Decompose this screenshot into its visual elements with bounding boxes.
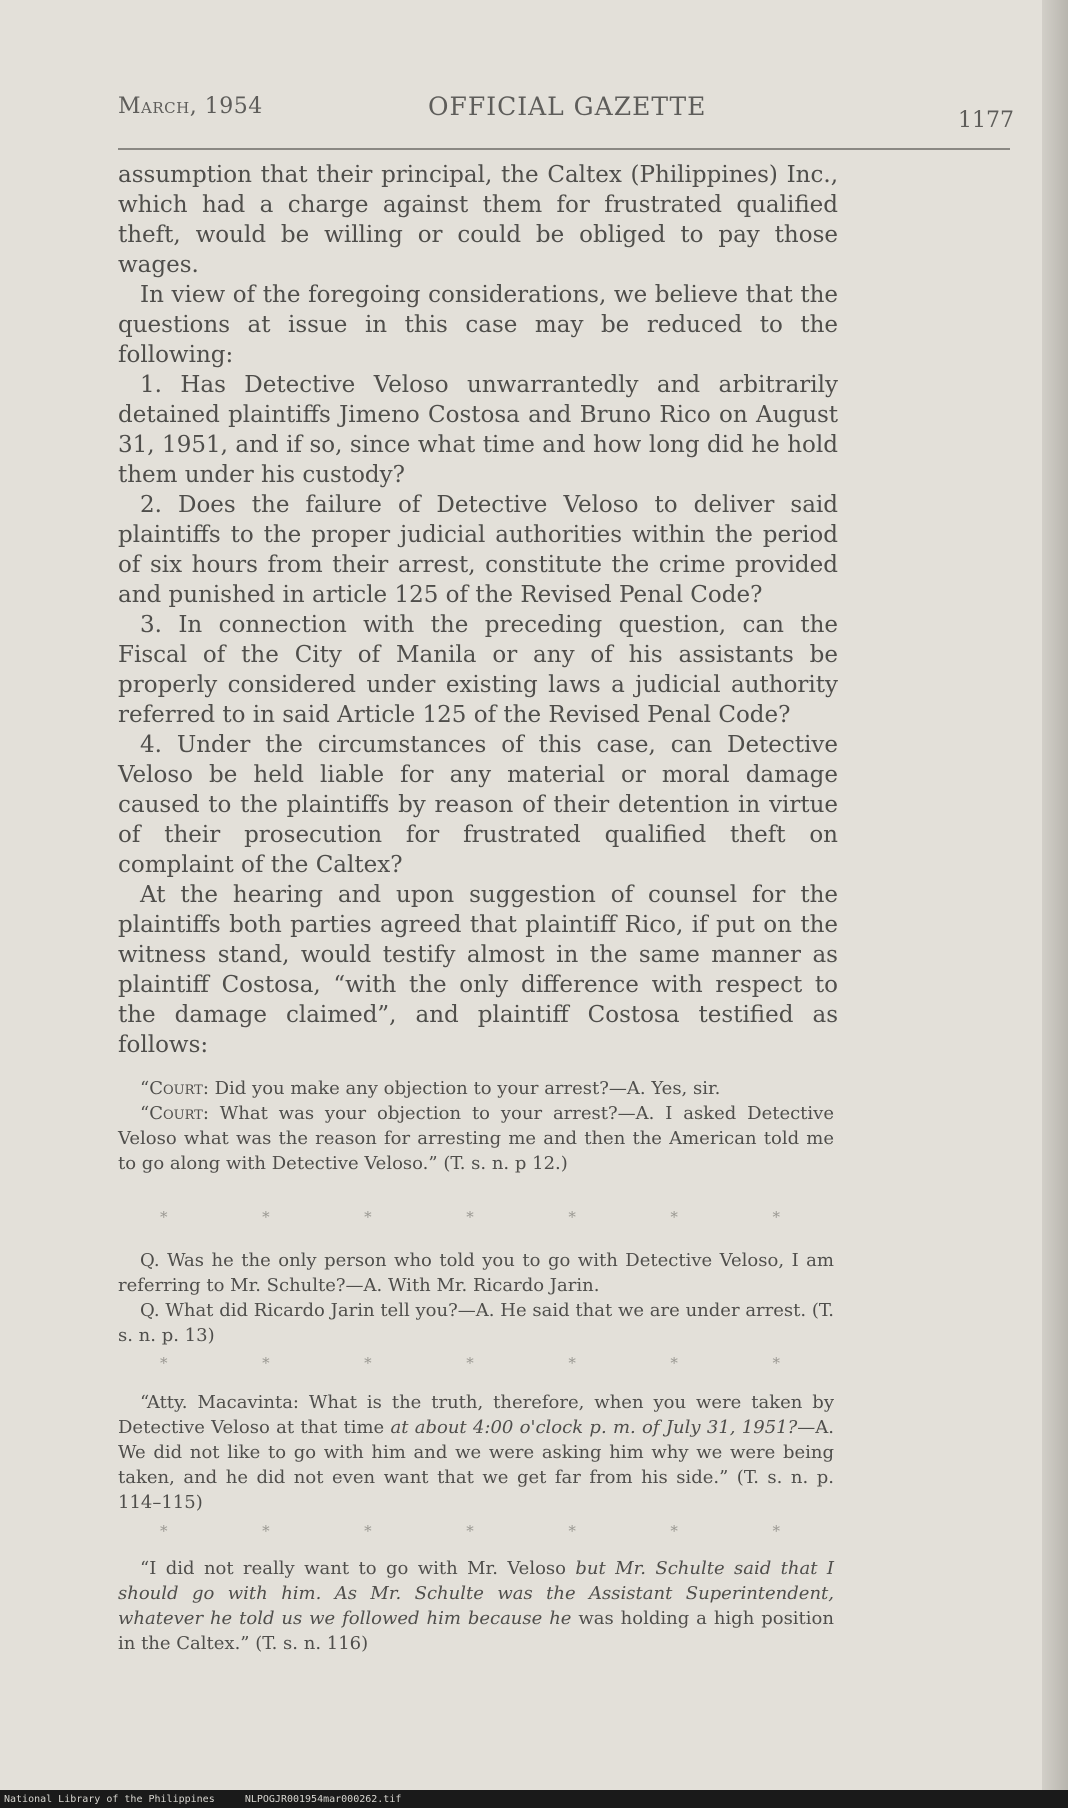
question-1: 1. Has Detective Veloso unwarrantedly and arbitrarily detained plaintiffs Jimeno Costosa and Bruno Rico on August 31, 1951, and if so, since what time and how long did he hold them under his custody? — [118, 372, 838, 488]
testimony-jarin: Q. What did Ricardo Jarin tell you?—A. He said that we are under arrest. (T. s. n. p. 13) — [118, 1300, 834, 1346]
testimony-schulte: Q. Was he the only person who told you to go with Detective Veloso, I am referring to Mr. Schulte?—A. With Mr. Ricardo Jarin. — [118, 1250, 834, 1296]
court-label: Court — [149, 1103, 203, 1124]
header-date: March, 1954 — [118, 94, 263, 119]
paragraph-continuation: assumption that their principal, the Caltex (Philippines) Inc., which had a charge against them for frustrated qualified theft, would be willing or could be obliged to pay those wages. — [118, 162, 838, 278]
page-number: 1177 — [958, 108, 1014, 133]
question-4: 4. Under the circumstances of this case, can Detective Veloso be held liable for any material or moral damage caused to the plaintiffs by reason of their detention in virtue of their prosecution for frustrated qualified theft on complaint of the Caltex? — [118, 732, 838, 878]
paragraph-hearing: At the hearing and upon suggestion of counsel for the plaintiffs both parties agreed that plaintiff Rico, if put on the witness stand, would testify almost in the same manner as plaintiff Costosa, “with the only difference with respect to the damage claimed”, and plaintiff Costosa testified as follows: — [118, 882, 838, 1058]
paragraph-considerations: In view of the foregoing considerations, we believe that the questions at issue in this case may be reduced to the following: — [118, 282, 838, 368]
scan-footer: National Library of the Philippines NLPOGJR001954mar000262.tif — [4, 1794, 402, 1805]
testimony-court-2: “Court: What was your objection to your arrest?—A. I asked Detective Veloso what was the reason for arresting me and then the American told me to go along with Detective Veloso.” (T. s. n. p 12.) — [118, 1103, 834, 1174]
testimony-block-4 — [118, 1556, 834, 1656]
main-text — [118, 160, 838, 1060]
testimony-court-1: “Court: Did you make any objection to your arrest?—A. Yes, sir. — [140, 1078, 721, 1099]
court-label: Court — [149, 1078, 203, 1099]
testimony-block-1 — [118, 1076, 834, 1176]
testimony-macavinta: “Atty. Macavinta: What is the truth, therefore, when you were taken by Detective Veloso at that time at about 4:00 o'clock p. m. of July 31, 1951?—A. We did not like to go with him and we were asking him why we were being taken, and he did not even want that we get far from his side.” (T. s. n. p. 114–115) — [118, 1392, 834, 1513]
testimony-block-2 — [118, 1248, 834, 1348]
header-title: OFFICIAL GAZETTE — [428, 92, 707, 121]
running-header — [118, 92, 1018, 132]
testimony-block-3 — [118, 1390, 834, 1515]
testimony-costosa: “I did not really want to go with Mr. Veloso but Mr. Schulte said that I should go with him. As Mr. Schulte was the Assistant Superintendent, whatever he told us we followed him because he was holding a high position in the Caltex.” (T. s. n. 116) — [118, 1558, 834, 1654]
ellipsis-row: * * * * * * * — [160, 1522, 780, 1540]
question-3: 3. In connection with the preceding question, can the Fiscal of the City of Manila or any of his assistants be properly considered under existing laws a judicial authority referred to in said Article 125 of the Revised Penal Code? — [118, 612, 838, 728]
question-2: 2. Does the failure of Detective Veloso to deliver said plaintiffs to the proper judicial authorities within the period of six hours from their arrest, constitute the crime provided and punished in article 125 of the Revised Penal Code? — [118, 492, 838, 608]
ellipsis-row: * * * * * * * — [160, 1208, 780, 1226]
ellipsis-row: * * * * * * * — [160, 1354, 780, 1372]
page-edge-shadow — [1042, 0, 1068, 1790]
header-rule — [118, 148, 1010, 150]
